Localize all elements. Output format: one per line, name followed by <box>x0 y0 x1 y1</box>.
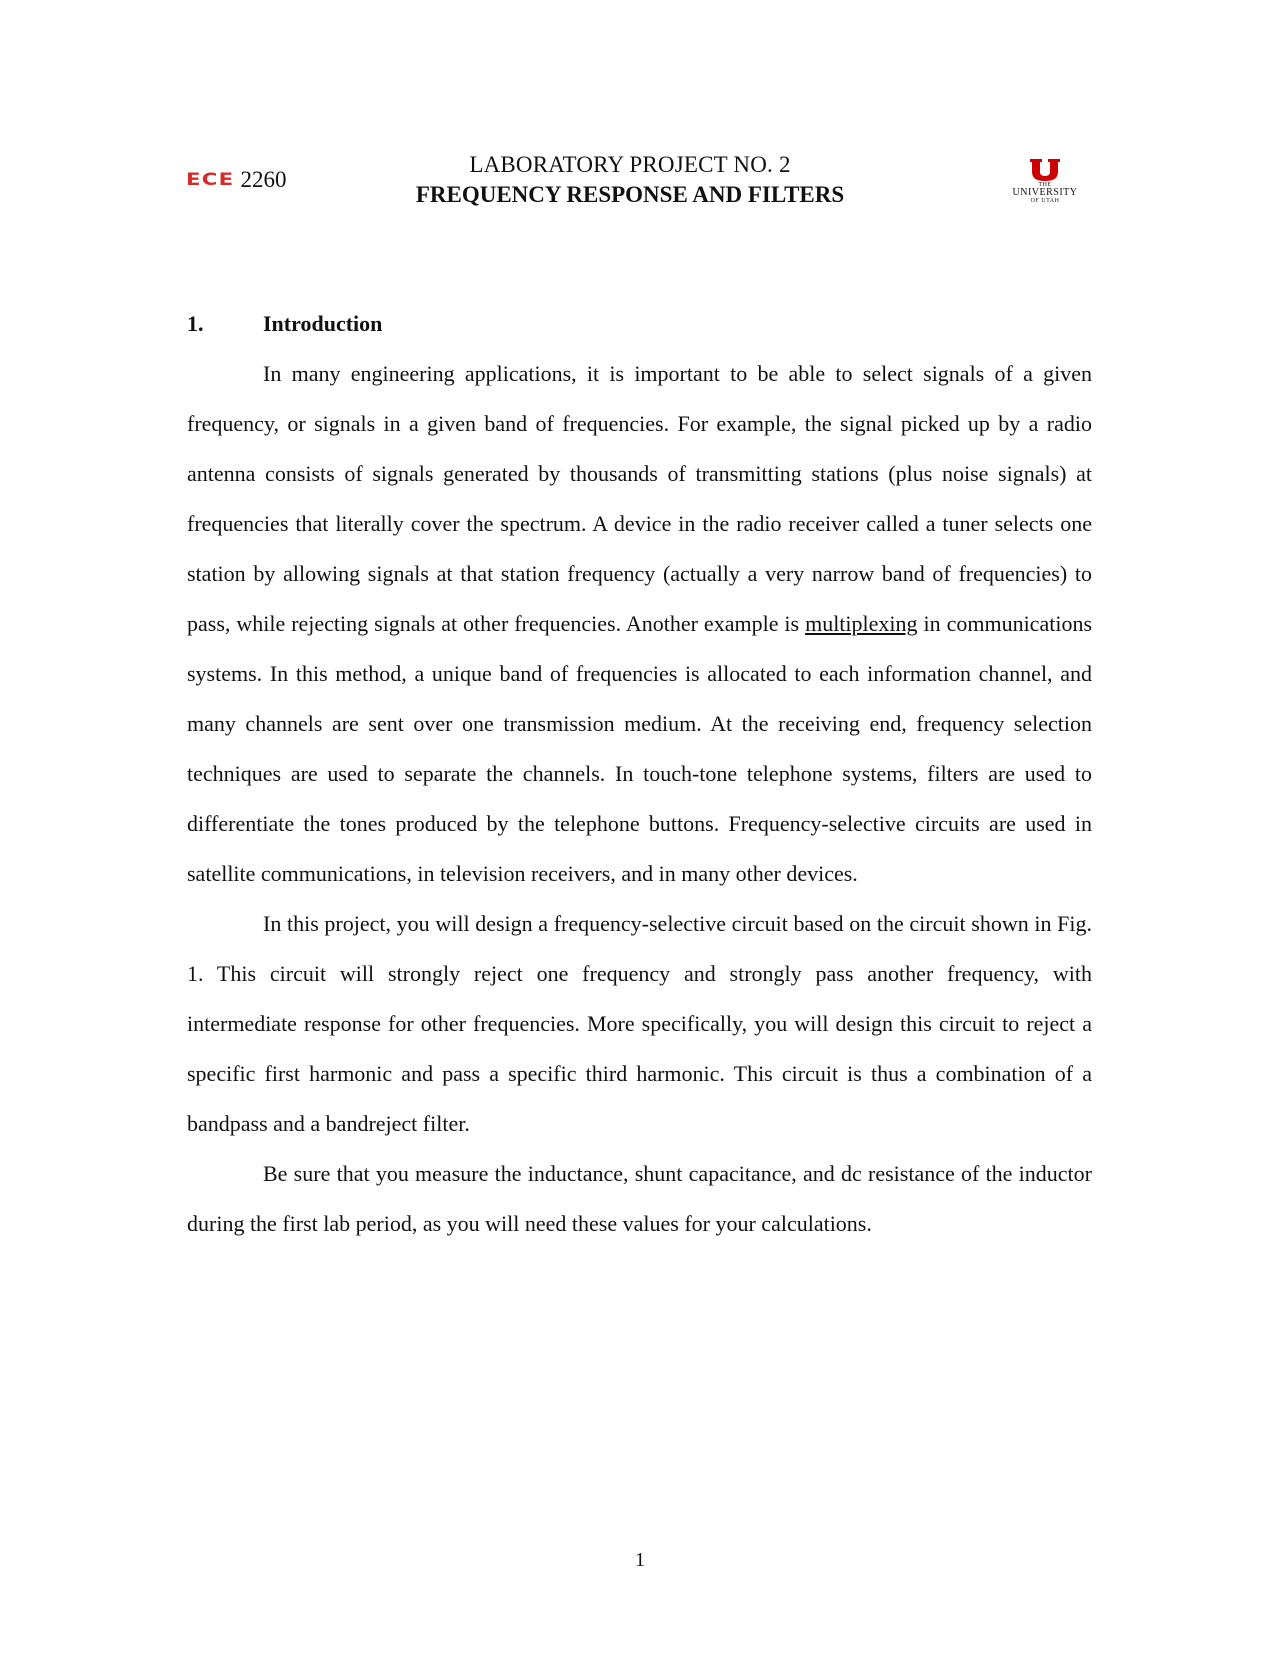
uofu-line3: OF UTAH <box>1030 198 1060 204</box>
ece-logo: ECE <box>186 170 235 190</box>
paragraph-3: Be sure that you measure the inductance, shunt capacitance, and dc resistance of the inductor during the first lab period, as you will need these values for your calculations. <box>187 1161 1092 1236</box>
course-number: 2260 <box>240 167 287 192</box>
paragraph-2: In this project, you will design a frequency-selective circuit based on the circuit shown in Fig. 1. This circuit will strongly reject one frequency and strongly pass another frequency, with intermediate response for other frequencies. More specifically, you will design this circuit to reject a specific first harmonic and pass a specific third harmonic. This circuit is thus a combination of a bandpass and a bandreject filter. <box>187 911 1092 1136</box>
lab-subtitle: FREQUENCY RESPONSE AND FILTERS <box>415 182 845 207</box>
section-heading <box>187 310 382 338</box>
section-number: 1. <box>187 311 204 336</box>
block-u-icon <box>1028 158 1062 182</box>
lab-title: LABORATORY PROJECT NO. 2 <box>469 152 791 177</box>
body-text <box>187 349 1092 1249</box>
university-of-utah-logo <box>1006 158 1084 204</box>
page-number: 1 <box>635 1549 645 1571</box>
paragraph-1 <box>187 349 1092 899</box>
document-header <box>380 150 880 210</box>
uofu-line2: UNIVERSITY <box>1012 187 1078 198</box>
course-label <box>186 166 286 194</box>
uofu-line1: THE <box>1038 182 1052 188</box>
section-title: Introduction <box>263 311 383 336</box>
multiplexing-term: multiplexing <box>805 611 918 636</box>
paragraph-1-part-2: in communications systems. In this method, a unique band of frequencies is allocated to each information channel, and many channels are sent over one transmission medium. At the receiving end, frequency selection techniques are used to separate the channels. In touch-tone telephone systems, filters are used to differentiate the tones produced by the telephone buttons. Frequency-selective circuits are used in satellite communications, in television receivers, and in many other devices. <box>187 611 1093 886</box>
paragraph-1-part-1: In many engineering applications, it is important to be able to select signals of a given frequency, or signals in a given band of frequencies. For example, the signal picked up by a radio antenna consists of signals generated by thousands of transmitting stations (plus noise signals) at frequencies that literally cover the spectrum. A device in the radio receiver called a tuner selects one station by allowing signals at that station frequency (actually a very narrow band of frequencies) to pass, while rejecting signals at other frequencies. Another example is <box>187 361 1092 636</box>
